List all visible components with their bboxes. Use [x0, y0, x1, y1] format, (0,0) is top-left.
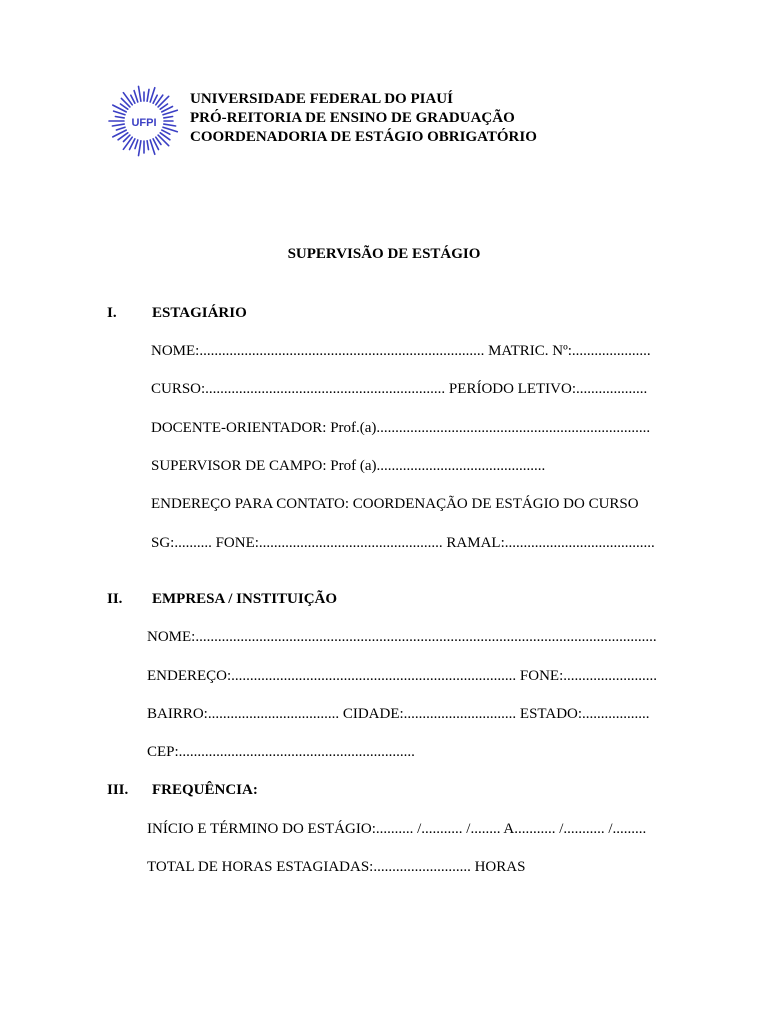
field-empresa-endereco: ENDEREÇO:............................................................................ FONE:......................... [147, 668, 657, 684]
logo-ray [114, 111, 125, 115]
institution-header [190, 90, 537, 147]
field-curso: CURSO:................................................................ PERÍODO LETIVO:................... [151, 381, 648, 397]
section-2-title: EMPRESA / INSTITUIÇÃO [152, 591, 338, 607]
field-bairro-cidade-estado: BAIRRO:................................... CIDADE:.............................. ESTADO:.................. [147, 706, 650, 722]
document-title: SUPERVISÃO DE ESTÁGIO [287, 246, 481, 262]
logo-ray [115, 117, 124, 118]
section-3-title: FREQUÊNCIA: [152, 782, 258, 798]
logo-ray [131, 95, 135, 103]
header-line-university: UNIVERSIDADE FEDERAL DO PIAUÍ [190, 91, 453, 107]
logo-ray [147, 89, 149, 101]
logo-ray [164, 117, 173, 118]
header-line-pro-reitoria: PRÓ-REITORIA DE ENSINO DE GRADUAÇÃO [190, 110, 515, 126]
logo-ray [112, 124, 124, 126]
section-1-number: I. [107, 305, 117, 321]
field-endereco-contato: ENDEREÇO PARA CONTATO: COORDENAÇÃO DE ESTÁGIO DO CURSO [151, 496, 639, 512]
logo-ray [153, 95, 157, 103]
field-supervisor-campo: SUPERVISOR DE CAMPO: Prof (a)............................................. [151, 458, 546, 474]
field-sg-fone-ramal: SG:.......... FONE:................................................. RAMAL:........................................ [151, 535, 655, 551]
field-estagiario-nome: NOME:............................................................................ MATRIC. Nº:..................... [151, 343, 651, 359]
field-inicio-termino: INÍCIO E TÉRMINO DO ESTÁGIO:.......... /........... /........ A........... /........... /......... [147, 821, 647, 837]
header-line-coordenadoria: COORDENADORIA DE ESTÁGIO OBRIGATÓRIO [190, 129, 537, 145]
logo-ray [139, 141, 141, 156]
section-2-number: II. [107, 591, 123, 607]
logo-ray [158, 135, 169, 146]
field-cep: CEP:............................................................... [147, 744, 415, 760]
logo-ray [134, 91, 138, 102]
logo-ray [147, 141, 148, 150]
ufpi-logo [108, 84, 180, 158]
logo-ray [158, 96, 169, 107]
logo-text: UFPI [131, 117, 157, 129]
logo-ray [139, 86, 141, 101]
logo-ray [135, 140, 138, 149]
section-3-number: III. [107, 782, 129, 798]
logo-ray [164, 124, 176, 126]
section-1-title: ESTAGIÁRIO [152, 305, 247, 321]
logo-ray [116, 127, 125, 130]
logo-ray [162, 130, 170, 134]
field-empresa-nome: NOME:........................................................................................................................... [147, 629, 657, 645]
field-docente-orientador: DOCENTE-ORIENTADOR: Prof.(a)......................................................................... [151, 420, 651, 436]
field-total-horas: TOTAL DE HORAS ESTAGIADAS:.......................... HORAS [147, 859, 526, 875]
